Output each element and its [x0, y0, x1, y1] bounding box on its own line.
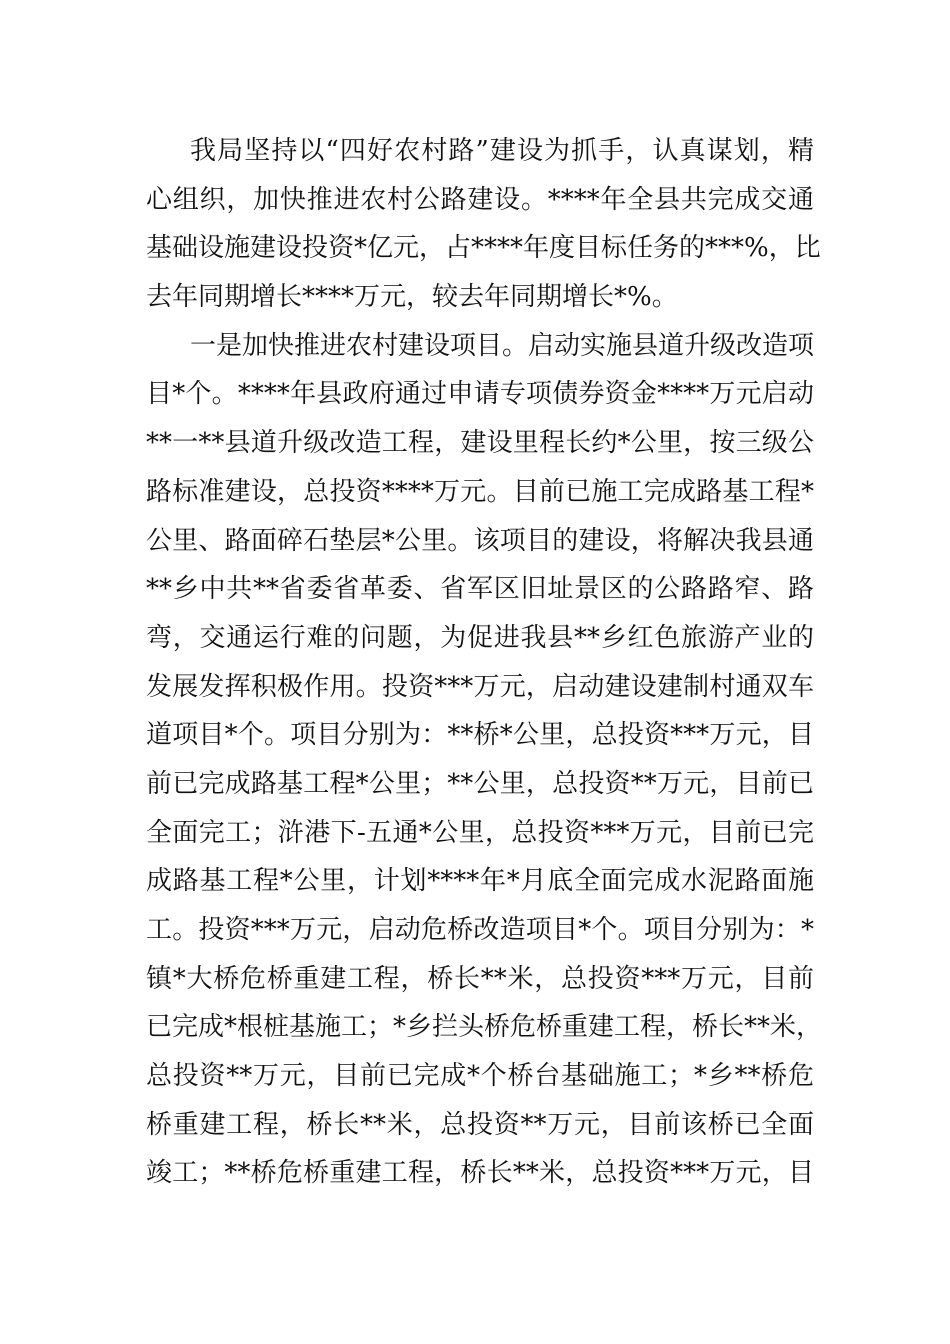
- text-line: 目*个。****年县政府通过申请专项债券资金****万元启动: [146, 379, 814, 410]
- text-line: 全面完工；浒港下-五通*公里，总投资***万元，目前已完: [146, 817, 814, 848]
- text-line: 我局坚持以“四好农村路”建设为抓手，认真谋划，精: [190, 136, 814, 166]
- text-line: 路标准建设，总投资****万元。目前已施工完成路基工程*: [146, 476, 814, 507]
- text-line: 心组织，加快推进农村公路建设。****年全县共完成交通: [146, 184, 814, 215]
- text-line: 去年同期增长****万元，较去年同期增长*%。: [146, 282, 678, 313]
- text-line: 道项目*个。项目分别为：**桥*公里，总投资***万元，目: [146, 720, 814, 751]
- text-line: **乡中共**省委省革委、省军区旧址景区的公路路窄、路: [146, 574, 814, 605]
- text-line: 总投资**万元，目前已完成*个桥台基础施工；*乡**桥危: [146, 1061, 814, 1092]
- text-line: 已完成*根桩基施工；*乡拦头桥危桥重建工程，桥长**米，: [146, 1012, 823, 1043]
- text-line: 发展发挥积极作用。投资***万元，启动建设建制村通双车: [146, 671, 814, 702]
- paragraph-1: [146, 127, 821, 322]
- document-body: [146, 127, 823, 1198]
- text-line: 工。投资***万元，启动危桥改造项目*个。项目分别为：*: [146, 915, 814, 945]
- paragraph-2: [146, 322, 823, 1198]
- text-line: 镇*大桥危桥重建工程，桥长**米，总投资***万元，目前: [146, 963, 814, 994]
- text-line: 前已完成路基工程*公里；**公里，总投资**万元，目前已: [146, 768, 814, 799]
- text-line: **一**县道升级改造工程，建设里程长约*公里，按三级公: [146, 428, 814, 459]
- text-line: 竣工；**桥危桥重建工程，桥长**米，总投资***万元，目: [146, 1158, 814, 1189]
- text-line: 成路基工程*公里，计划****年*月底全面完成水泥路面施: [146, 866, 814, 897]
- text-line: 桥重建工程，桥长**米，总投资**万元，目前该桥已全面: [146, 1109, 814, 1140]
- text-line: 基础设施建设投资*亿元，占****年度目标任务的***%，比: [146, 233, 821, 264]
- text-line: 弯，交通运行难的问题，为促进我县**乡红色旅游产业的: [146, 622, 814, 653]
- text-line: 公里、路面碎石垫层*公里。该项目的建设，将解决我县通: [146, 525, 814, 556]
- text-line: 一是加快推进农村建设项目。启动实施县道升级改造项: [190, 330, 815, 361]
